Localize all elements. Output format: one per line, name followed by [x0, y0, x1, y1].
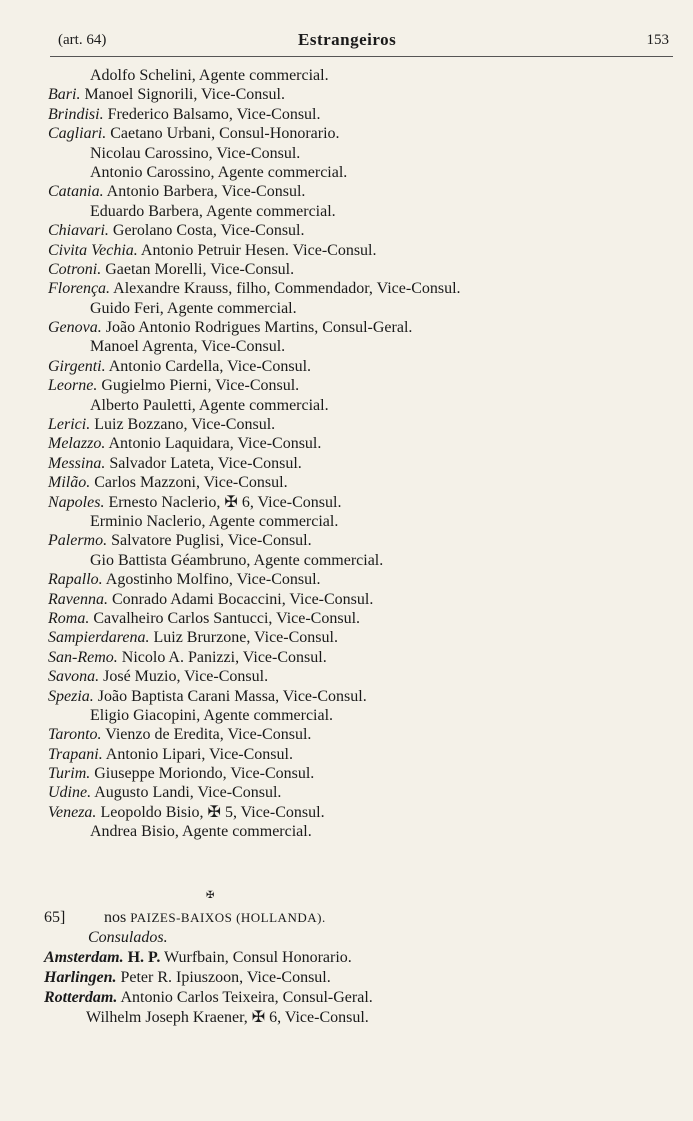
city-name: Turim. [48, 765, 91, 783]
consul-entry: Salvador Lateta, Vice-Consul. [105, 454, 302, 472]
city-name: Civita Vechia. [48, 241, 138, 259]
consul-entry: Peter R. Ipiuszoon, Vice-Consul. [116, 969, 331, 986]
section-heading [44, 908, 674, 928]
city-name: Leorne. [48, 377, 98, 395]
consul-entry: Nicolau Carossino, Vice-Consul. [90, 144, 301, 162]
city-name: Messina. [48, 454, 106, 472]
section-title-prefix: nos [104, 909, 131, 926]
city-name: San-Remo. [48, 648, 118, 666]
city-name: Girgenti. [48, 357, 106, 375]
list-item [48, 551, 678, 570]
consul-entry: Conrado Adami Bocaccini, Vice-Consul. [107, 590, 374, 608]
consul-entry: Antonio Petruir Hesen. Vice-Consul. [137, 241, 377, 259]
city-name: Cotroni. [48, 260, 102, 278]
list-item [48, 803, 678, 822]
city-name: Udine. [48, 784, 92, 802]
consul-entry: Eligio Giacopini, Agente commercial. [90, 706, 334, 724]
list-item [48, 628, 678, 647]
section-number: 65] [44, 909, 66, 926]
page-number: 153 [646, 32, 669, 48]
list-item [48, 493, 678, 512]
ornament-icon: ✠ [206, 890, 215, 901]
city-name: Genova. [48, 319, 102, 337]
section-65 [44, 908, 674, 1028]
city-name: Milão. [48, 474, 91, 492]
consul-entry: Gerolano Costa, Vice-Consul. [108, 222, 305, 240]
consul-entry: Ernesto Naclerio, ✠ 6, Vice-Consul. [104, 493, 342, 511]
list-item [48, 454, 678, 473]
consul-entry: Gio Battista Géambruno, Agente commercial. [90, 551, 384, 569]
city-name: Napoles. [48, 493, 105, 511]
list-item [48, 318, 678, 337]
consul-entry: Caetano Urbani, Consul-Honorario. [106, 125, 340, 143]
city-name: Savona. [48, 668, 100, 686]
article-reference: (art. 64) [58, 32, 107, 48]
city-name: Bari. [48, 86, 81, 104]
list-item [48, 279, 678, 298]
section-subtitle: Consulados. [88, 929, 168, 946]
list-item [48, 725, 678, 744]
list-item [48, 687, 678, 706]
list-item [48, 434, 678, 453]
city-name: Veneza. [48, 803, 97, 821]
consul-entry: Giuseppe Moriondo, Vice-Consul. [90, 765, 315, 783]
city-name: Catania. [48, 183, 104, 201]
city-name: Palermo. [48, 532, 108, 550]
list-item [48, 531, 678, 550]
city-name: Ravenna. [48, 590, 108, 608]
city-name: Amsterdam. [44, 949, 124, 966]
city-name: Brindisi. [48, 105, 104, 123]
consul-entry: Salvatore Puglisi, Vice-Consul. [107, 532, 312, 550]
list-item [48, 783, 678, 802]
consul-entry: Luiz Bozzano, Vice-Consul. [90, 416, 276, 434]
list-item: Wilhelm Joseph Kraener, ✠ 6, Vice-Consul. [86, 1009, 369, 1026]
list-item [48, 822, 678, 841]
list-item [48, 337, 678, 356]
consul-list [48, 66, 678, 842]
list-item [48, 105, 678, 124]
list-item [48, 163, 678, 182]
consul-entry: Antonio Cardella, Vice-Consul. [105, 357, 312, 375]
consul-entry: Agostinho Molfino, Vice-Consul. [102, 571, 321, 589]
list-item [48, 745, 678, 764]
city-name: Harlingen. [44, 969, 117, 986]
consul-entry: Vienzo de Eredita, Vice-Consul. [101, 726, 312, 744]
list-item [44, 968, 674, 988]
consul-entry: Alexandre Krauss, filho, Commendador, Vice-Consul. [110, 280, 461, 298]
list-item [48, 260, 678, 279]
consul-entry: João Antonio Rodrigues Martins, Consul-Geral. [101, 319, 413, 337]
list-item [48, 648, 678, 667]
list-item [48, 299, 678, 318]
list-item [48, 144, 678, 163]
header-rule [50, 56, 673, 57]
list-item [48, 764, 678, 783]
city-name: Chiavari. [48, 222, 109, 240]
consul-entry: Eduardo Barbera, Agente commercial. [90, 202, 336, 220]
consul-entry: Wurfbain, Consul Honorario. [160, 949, 352, 966]
list-item [48, 473, 678, 492]
city-name: Melazzo. [48, 435, 106, 453]
city-name: Sampierdarena. [48, 629, 150, 647]
consul-entry: Leopoldo Bisio, ✠ 5, Vice-Consul. [96, 803, 325, 821]
consul-entry: Nicolo A. Panizzi, Vice-Consul. [117, 648, 327, 666]
consul-entry: Augusto Landi, Vice-Consul. [91, 784, 282, 802]
consul-entry: Erminio Naclerio, Agente commercial. [90, 512, 339, 530]
city-name: Lerici. [48, 416, 91, 434]
consul-entry: Antonio Laquidara, Vice-Consul. [105, 435, 322, 453]
list-item [48, 124, 678, 143]
list-item [48, 241, 678, 260]
consul-entry: Manoel Signorili, Vice-Consul. [80, 86, 285, 104]
list-item [44, 988, 674, 1008]
city-name: Rapallo. [48, 571, 103, 589]
consul-entry: Manoel Agrenta, Vice-Consul. [90, 338, 286, 356]
consul-entry: Carlos Mazzoni, Vice-Consul. [90, 474, 288, 492]
city-name: Spezia. [48, 687, 94, 705]
list-item [48, 376, 678, 395]
consul-entry: Andrea Bisio, Agente commercial. [90, 823, 312, 841]
city-name: Taronto. [48, 726, 102, 744]
consul-entry: Adolfo Schelini, Agente commercial. [90, 67, 329, 84]
list-item [48, 590, 678, 609]
list-item [48, 415, 678, 434]
consul-entry: João Baptista Carani Massa, Vice-Consul. [93, 687, 367, 705]
consul-entry: Frederico Balsamo, Vice-Consul. [103, 105, 321, 123]
city-name: Trapani. [48, 745, 103, 763]
list-item [48, 706, 678, 725]
section-title: PAIZES-BAIXOS (HOLLANDA). [130, 910, 326, 925]
consul-entry: José Muzio, Vice-Consul. [99, 668, 269, 686]
list-item [48, 570, 678, 589]
consul-initials: H. P. [127, 949, 161, 966]
list-item [48, 85, 678, 104]
running-title: Estrangeiros [298, 30, 397, 49]
city-name: Cagliari. [48, 125, 107, 143]
list-item [48, 221, 678, 240]
list-item [48, 609, 678, 628]
list-item [48, 512, 678, 531]
page-header [58, 30, 669, 54]
consul-entry: Gugielmo Pierni, Vice-Consul. [97, 377, 300, 395]
list-item [44, 948, 674, 968]
list-item [48, 182, 678, 201]
list-item [48, 667, 678, 686]
consul-entry: Antonio Carlos Teixeira, Consul-Geral. [117, 989, 373, 1006]
list-item [48, 357, 678, 376]
consul-entry: Cavalheiro Carlos Santucci, Vice-Consul. [89, 609, 361, 627]
list-item [48, 202, 678, 221]
city-name: Roma. [48, 609, 90, 627]
consul-entry: Luiz Brurzone, Vice-Consul. [149, 629, 338, 647]
city-name: Florença. [48, 280, 111, 298]
consul-entry: Alberto Pauletti, Agente commercial. [90, 396, 329, 414]
consul-entry: Antonio Lipari, Vice-Consul. [102, 745, 293, 763]
list-item [48, 396, 678, 415]
city-name: Rotterdam. [44, 989, 118, 1006]
consul-entry: Guido Feri, Agente commercial. [90, 299, 297, 317]
consul-entry: Gaetan Morelli, Vice-Consul. [101, 260, 295, 278]
consul-entry: Antonio Barbera, Vice-Consul. [103, 183, 306, 201]
consul-entry: Antonio Carossino, Agente commercial. [90, 163, 348, 181]
list-item [48, 66, 678, 85]
